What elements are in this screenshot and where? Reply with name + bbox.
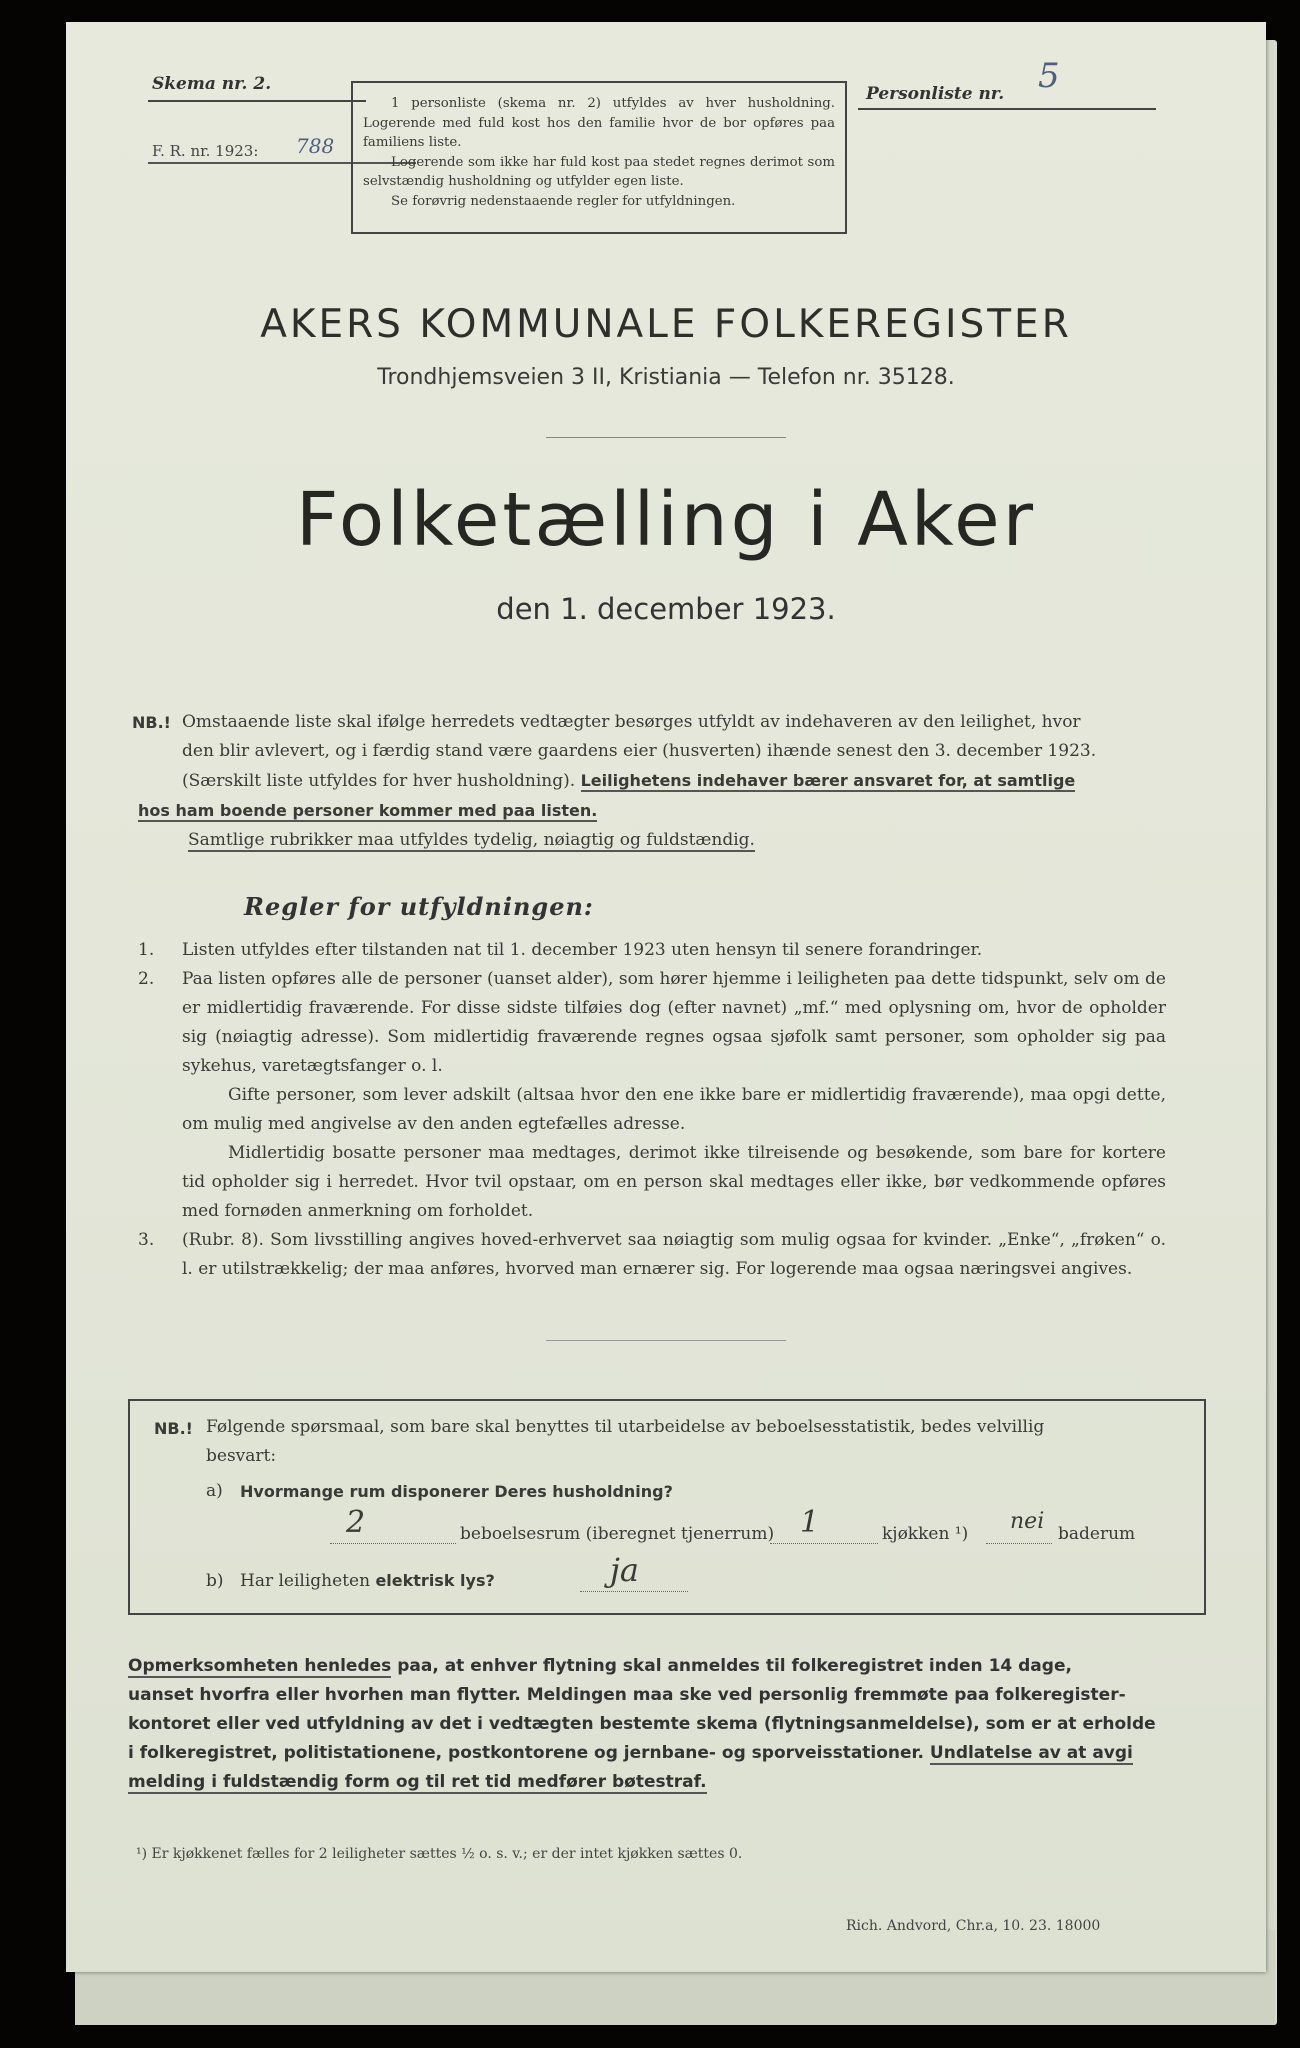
- nb-label: NB.!: [132, 713, 171, 732]
- nb-line-1: Omstaaende liste skal ifølge herredets vedtægter besørges utfyldt av indehaveren av den leilighet, hvor: [182, 712, 1081, 732]
- nb-line-3: [182, 766, 1166, 796]
- nb2-intro: Følgende spørsmaal, som bare skal benyttes til utarbeidelse av beboelsesstatistik, bedes velvillig: [206, 1417, 1045, 1437]
- rooms-label: beboelsesrum (iberegnet tjenerrum): [460, 1524, 775, 1544]
- question-b-label: b): [206, 1571, 224, 1591]
- skema-label: Skema nr. 2.: [152, 74, 272, 94]
- divider: [546, 437, 786, 438]
- rule-1-text: Listen utfyldes efter tilstanden nat til 1. december 1923 uten hensyn til senere forandringer.: [182, 940, 983, 960]
- rule-2-text-c: Midlertidig bosatte personer maa medtages, derimot ikke tilreisende og besøkende, som bare for kortere tid opholder sig i herredet. Hvor tvil opstaar, om en person skal medtages eller ikke, bør vedkommende opføres med fornøden anmerkning om forholdet.: [182, 1143, 1166, 1221]
- divider-2: [546, 1340, 786, 1341]
- warn-line-4b: Undlatelse av at avgi: [929, 1743, 1133, 1763]
- warn-line-2: uanset hvorfra eller hvorhen man flytter. Meldingen maa ske ved personlig fremmøte paa folkeregister-: [128, 1685, 1126, 1705]
- rule-2: [138, 965, 1166, 1226]
- question-a: Hvormange rum disponerer Deres husholdning?: [240, 1482, 673, 1501]
- warn-line-5: [128, 1768, 1204, 1797]
- bath-label: baderum: [1058, 1524, 1136, 1544]
- personliste-underline: [858, 108, 1156, 110]
- rule-1-number: 1.: [138, 940, 155, 960]
- nb-line-4: [138, 796, 1166, 826]
- nb-line-4-text: hos ham boende personer kommer med paa listen.: [138, 801, 598, 820]
- rules-title: Regler for utfyldningen:: [244, 892, 594, 921]
- notice-paragraph-2: Logerende som ikke har fuld kost paa stedet regnes derimot som selvstændig husholdning og utfylder egen liste.: [363, 154, 835, 189]
- rule-3-number: 3.: [138, 1230, 155, 1250]
- warn-line-4: [128, 1739, 1204, 1768]
- rooms-line: [330, 1543, 456, 1544]
- housing-statistics-box: [128, 1399, 1206, 1615]
- census-date: den 1. december 1923.: [496, 592, 836, 626]
- nb-line-3a: (Særskilt liste utfyldes for hver husholdning).: [182, 771, 576, 791]
- nb-line-2: den blir avlevert, og i færdig stand være gaardens eier (husverten) ihænde senest den 3. december 1923.: [182, 741, 1097, 761]
- rule-3-text: (Rubr. 8). Som livsstilling angives hoved-erhvervet saa nøiagtig som mulig ogsaa for kvinder. „Enke“, „frøken“ o. l. er utilstrækkelig; der maa anføres, hvorved man ernærer sig. For logerende maa ogsaa næringsvei angives.: [182, 1230, 1166, 1279]
- rooms-value: 2: [346, 1505, 366, 1540]
- personliste-label: Personliste nr.: [866, 84, 1005, 104]
- nb-line-3b: Leilighetens indehaver bærer ansvaret for, at samtlige: [580, 771, 1076, 790]
- rule-3: [138, 1226, 1166, 1284]
- kitchen-line: [770, 1543, 878, 1544]
- moving-notice: [128, 1652, 1204, 1797]
- printer-imprint: Rich. Andvord, Chr.a, 10. 23. 18000: [846, 1918, 1101, 1934]
- rule-1: [138, 936, 1166, 965]
- personliste-value: 5: [1038, 56, 1060, 96]
- fr-number-value: 788: [296, 134, 335, 158]
- kitchen-label: kjøkken ¹): [882, 1524, 969, 1544]
- warn-line-1b: paa, at enhver flytning skal anmeldes til folkeregistret inden 14 dage,: [397, 1656, 1072, 1676]
- nb-instructions: [132, 708, 1166, 855]
- fr-number-label: F. R. nr. 1923:: [152, 142, 259, 160]
- notice-paragraph-3: Se forøvrig nedenstaaende regler for utfyldningen.: [391, 193, 736, 209]
- rule-2-text-b: Gifte personer, som lever adskilt (altsaa hvor den ene ikke bare er midlertidig fraværende), maa opgi dette, om mulig med angivelse av den anden egtefælles adresse.: [182, 1085, 1166, 1134]
- warn-line-4a: i folkeregistret, politistationene, postkontorene og jernbane- og sporveisstationer.: [128, 1743, 924, 1763]
- question-b-text: [240, 1571, 495, 1591]
- electric-light-value: ja: [610, 1551, 639, 1589]
- rule-2-number: 2.: [138, 969, 155, 989]
- warn-line-1: [128, 1652, 1204, 1681]
- notice-paragraph-1: 1 personliste (skema nr. 2) utfyldes av hver husholdning. Logerende med fuld kost hos den familie hvor de bor opføres paa familiens liste.: [363, 96, 835, 150]
- rule-2-text-a: Paa listen opføres alle de personer (uanset alder), som hører hjemme i leiligheten paa dette tidspunkt, selv om de er midlertidig fraværende. For disse sidste tilføies dog (efter navnet) „mf.“ med oplysning om, hvor de opholder sig (nøiagtig adresse). Som midlertidig fraværende regnes ogsaa sjøfolk samt personer, som opholder sig paa sykehus, varetægtsfanger o. l.: [182, 969, 1166, 1076]
- nb2-label: NB.!: [154, 1419, 193, 1438]
- nb-line-5-text: Samtlige rubrikker maa utfyldes tydelig, nøiagtig og fuldstændig.: [188, 830, 755, 850]
- census-form-page: [66, 22, 1266, 1972]
- household-notice-box: [351, 81, 847, 234]
- kitchen-value: 1: [800, 1505, 820, 1540]
- warn-line-5-text: melding i fuldstændig form og til ret tid medfører bøtestraf.: [128, 1772, 707, 1792]
- bath-line: [986, 1543, 1052, 1544]
- footnote: ¹) Er kjøkkenet fælles for 2 leiligheter sættes ½ o. s. v.; er der intet kjøkken sættes 0.: [136, 1846, 743, 1862]
- org-name: AKERS KOMMUNALE FOLKEREGISTER: [260, 302, 1072, 347]
- org-address: Trondhjemsveien 3 II, Kristiania — Telefon nr. 35128.: [377, 365, 955, 390]
- nb-line-5: [188, 826, 1166, 855]
- skema-underline: [148, 100, 366, 102]
- question-b-part-1: Har leiligheten: [240, 1571, 371, 1591]
- electric-light-line: [580, 1591, 688, 1592]
- question-a-label: a): [206, 1481, 223, 1501]
- warn-line-3: kontoret eller ved utfyldning av det i vedtægten bestemte skema (flytningsanmeldelse), som er at erholde: [128, 1714, 1156, 1734]
- nb2-intro-2: besvart:: [206, 1446, 277, 1466]
- question-b-part-2: elektrisk lys?: [375, 1571, 495, 1590]
- page-title: Folketælling i Aker: [295, 477, 1037, 563]
- warn-line-1a: Opmerksomheten henledes: [128, 1656, 392, 1676]
- rules-list: [138, 936, 1166, 1284]
- bath-value: nei: [1010, 1509, 1045, 1534]
